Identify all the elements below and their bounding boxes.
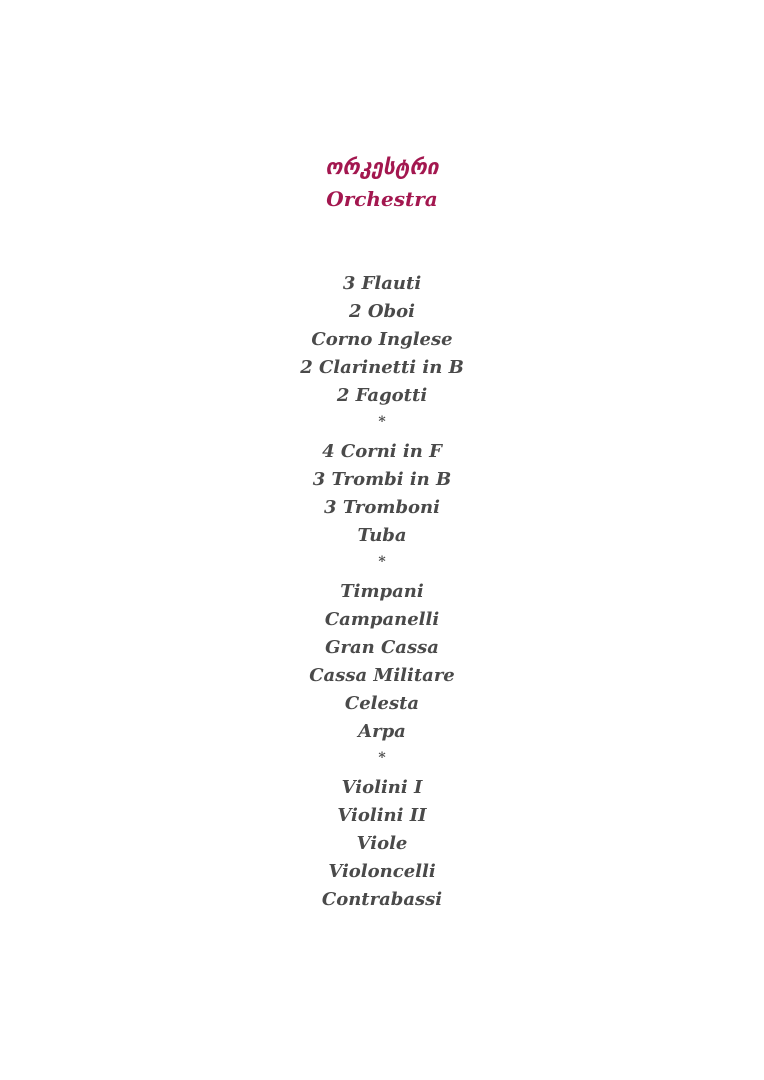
instrument-item: 2 Clarinetti in B	[300, 357, 464, 378]
instrument-item: Arpa	[358, 721, 406, 742]
instrument-list	[0, 270, 764, 914]
section-separator: *	[378, 414, 386, 430]
instrument-item: Celesta	[344, 693, 420, 714]
instrument-item: 4 Corni in F	[322, 441, 442, 462]
instrument-item: Timpani	[340, 581, 424, 602]
section-separator: *	[378, 554, 386, 570]
instrument-item: 3 Trombi in B	[312, 469, 452, 490]
page-title-georgian: ორკესტრი	[325, 155, 439, 179]
instrument-item: Viole	[356, 833, 408, 854]
instrument-item: Gran Cassa	[325, 637, 439, 658]
instrument-item: Violoncelli	[328, 861, 436, 882]
instrument-item: Contrabassi	[321, 889, 443, 910]
instrument-item: Tuba	[357, 525, 407, 546]
instrument-item: Violini II	[337, 805, 427, 826]
instrument-item: Cassa Militare	[309, 665, 455, 686]
instrument-item: Corno Inglese	[311, 329, 453, 350]
instrument-item: Violini I	[341, 777, 423, 798]
instrument-item: Campanelli	[324, 609, 440, 630]
instrument-item: 2 Fagotti	[336, 385, 428, 406]
instrument-item: 3 Tromboni	[324, 497, 440, 518]
page-title-latin: Orchestra	[326, 187, 438, 211]
instrument-item: 2 Oboi	[349, 301, 415, 322]
section-separator: *	[378, 750, 386, 766]
instrument-item: 3 Flauti	[342, 273, 422, 294]
